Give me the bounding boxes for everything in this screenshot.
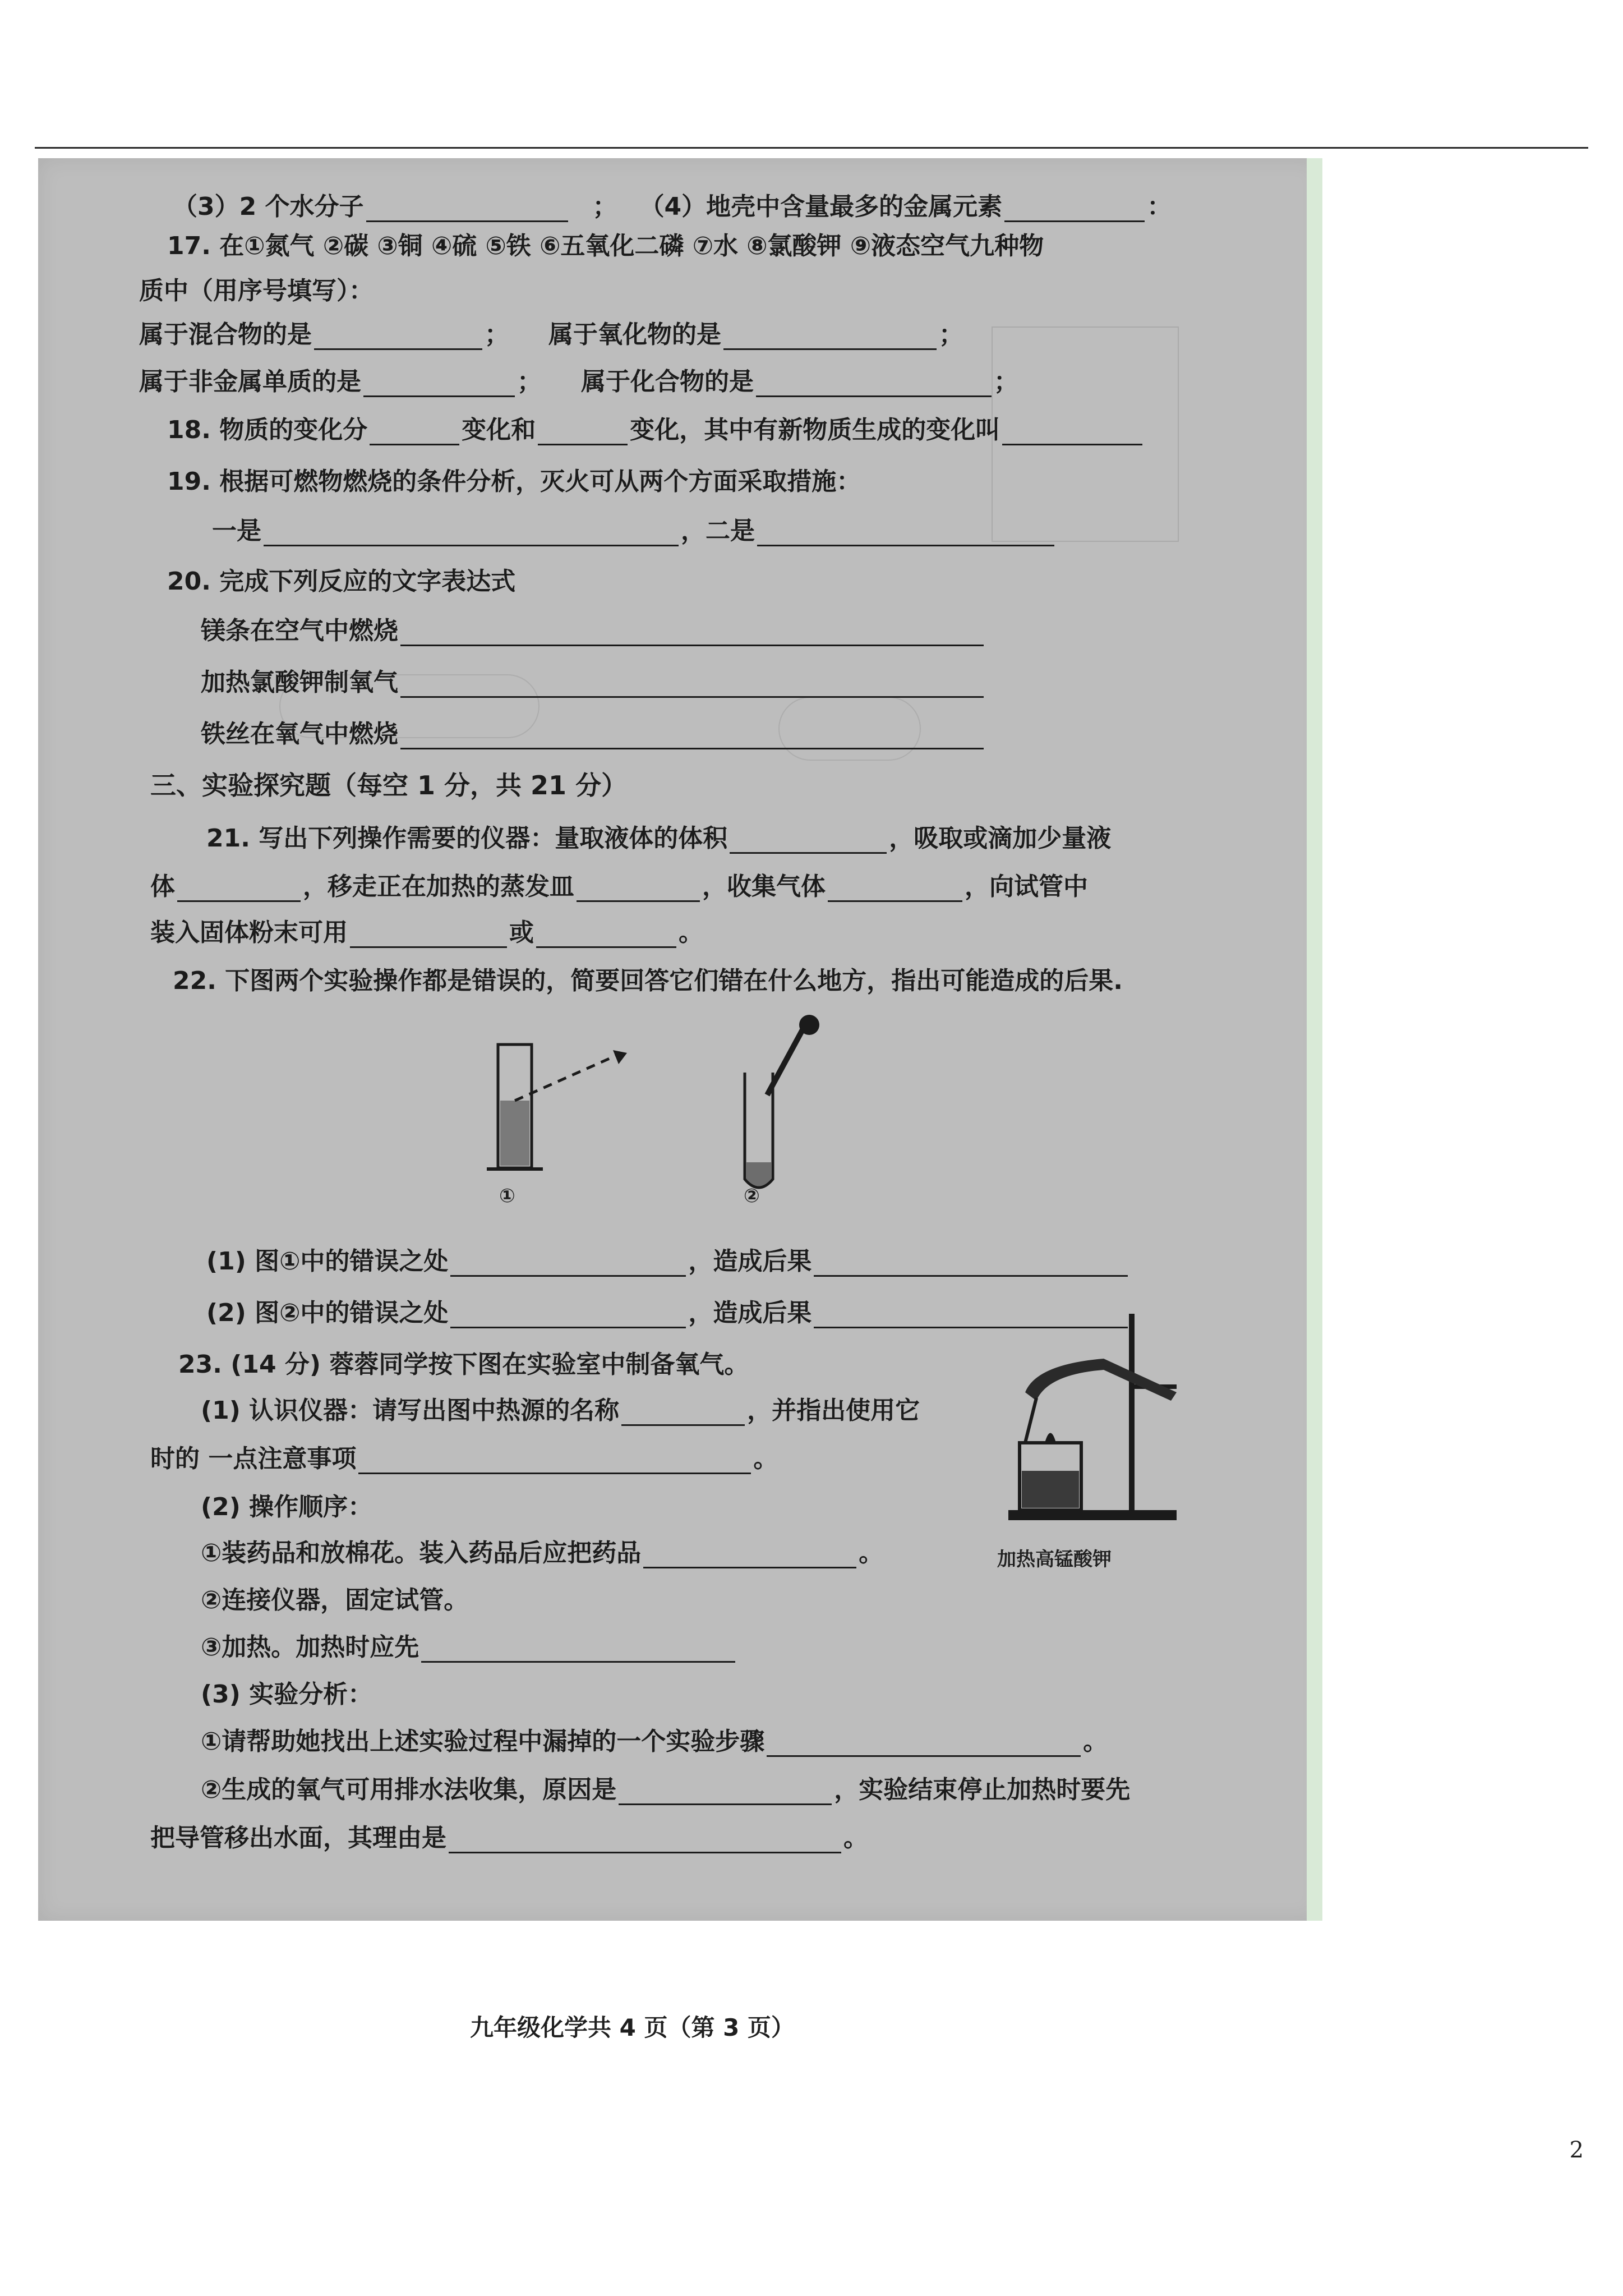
q16-continued-line: [173, 186, 1172, 222]
q23-part3-item1: [201, 1721, 1108, 1757]
q17-stem-line-2: [139, 270, 374, 306]
q20-reaction-label: 加热氯酸钾制氧气: [201, 668, 398, 697]
separator: ；: [994, 367, 1018, 396]
answer-blank[interactable]: [366, 195, 568, 222]
separator: ；: [592, 192, 617, 221]
q23-text: ①装药品和放棉花。装入药品后应把药品: [201, 1539, 642, 1567]
q21-text: ，向试管中: [965, 872, 1088, 901]
eye-marker: [613, 1050, 627, 1064]
q21-line-3: [150, 912, 703, 948]
answer-blank[interactable]: [400, 670, 984, 698]
q21-line-2: [150, 866, 1088, 902]
section-title: 三、实验探究题（每空 1 分，共 21 分）: [150, 770, 628, 800]
separator: ；: [485, 320, 509, 349]
q17-row-2: [139, 361, 1018, 397]
q20-reaction-label: 镁条在空气中燃烧: [201, 616, 398, 645]
separator: ：: [1147, 192, 1172, 221]
q23-stem-line: [178, 1344, 749, 1380]
q23-subheading: (2) 操作顺序：: [201, 1493, 373, 1521]
answer-blank[interactable]: [314, 323, 482, 350]
q23-text: 时的 一点注意事项: [150, 1444, 357, 1473]
answer-blank[interactable]: [400, 619, 984, 646]
q19-answer-line: [212, 510, 1057, 546]
lamp-fuel: [1022, 1471, 1079, 1508]
scan-edge-strip: [1307, 158, 1322, 1921]
q22-stem-line: [173, 960, 1123, 996]
q21-text: 装入固体粉末可用: [150, 918, 348, 947]
oxygen-apparatus-figure: [992, 1303, 1238, 1538]
q20-stem-line: [167, 561, 515, 597]
answer-blank[interactable]: [723, 323, 937, 350]
q17-oxide-label: 属于氧化物的是: [548, 320, 721, 349]
answer-blank[interactable]: [643, 1541, 856, 1568]
q19-second-label: ，二是: [681, 517, 755, 545]
q18-text: 变化和: [462, 416, 536, 444]
q21-text: ，吸取或滴加少量液: [889, 824, 1112, 853]
answer-blank[interactable]: [621, 1398, 745, 1426]
q23-text: ③加热。加热时应先: [201, 1633, 419, 1662]
q23-text: 。: [843, 1824, 868, 1852]
q16-item4-text: （4）地壳中含量最多的金属元素: [639, 192, 1003, 221]
q22-consequence-label: ，造成后果: [688, 1299, 812, 1327]
delivery-tube: [1025, 1398, 1036, 1443]
q20-reaction-2: [201, 662, 986, 698]
sight-line: [515, 1056, 616, 1101]
answer-blank[interactable]: [756, 370, 992, 397]
figure-1-label: ①: [499, 1185, 515, 1207]
answer-blank[interactable]: [1002, 418, 1142, 445]
q23-text: ②生成的氧气可用排水法收集，原因是: [201, 1775, 617, 1804]
test-tube-liquid: [746, 1162, 771, 1186]
answer-blank[interactable]: [1004, 195, 1145, 222]
q23-text: ①请帮助她找出上述实验过程中漏掉的一个实验步骤: [201, 1727, 765, 1756]
q21-text: ，收集气体: [702, 872, 826, 901]
answer-blank[interactable]: [450, 1249, 686, 1277]
answer-blank[interactable]: [177, 875, 301, 902]
q20-reaction-3: [201, 714, 986, 749]
dropper-testtube-figure: [706, 1011, 851, 1213]
q18-text: 变化，其中有新物质生成的变化叫: [630, 416, 1000, 444]
q23-text: 。: [1083, 1727, 1108, 1756]
separator: ；: [517, 367, 542, 396]
answer-blank[interactable]: [619, 1778, 832, 1805]
q23-part1-line2: [150, 1438, 778, 1474]
q17-compound-label: 属于化合物的是: [581, 367, 754, 396]
answer-blank[interactable]: [370, 418, 459, 445]
q23-text: (1) 认识仪器：请写出图中热源的名称: [201, 1396, 620, 1425]
apparatus-caption: 加热高锰酸钾: [997, 1548, 1112, 1571]
answer-blank[interactable]: [814, 1249, 1128, 1277]
answer-blank[interactable]: [577, 875, 700, 902]
q21-text: 或: [509, 918, 534, 947]
q19-first-label: 一是: [212, 517, 261, 545]
q22-stem: 22. 下图两个实验操作都是错误的，简要回答它们错在什么地方，指出可能造成的后果.: [173, 967, 1123, 995]
answer-blank[interactable]: [450, 1301, 686, 1328]
q18-text: 18. 物质的变化分: [167, 416, 368, 444]
answer-blank[interactable]: [449, 1826, 841, 1853]
q23-text: ，并指出使用它: [747, 1396, 920, 1425]
figure-2-label: ②: [744, 1185, 760, 1207]
separator: ；: [939, 320, 963, 349]
dropper-bulb: [799, 1015, 819, 1035]
q23-part3-heading: [201, 1674, 372, 1710]
q21-text: 体: [150, 872, 175, 901]
q23-part3-item3: [150, 1818, 868, 1853]
q21-text: 21. 写出下列操作需要的仪器：量取液体的体积: [206, 824, 728, 853]
q23-stem: 23. (14 分) 蓉蓉同学按下图在实验室中制备氧气。: [178, 1350, 749, 1379]
q21-text: 。: [679, 918, 703, 947]
q23-subheading: (3) 实验分析：: [201, 1680, 373, 1709]
section-3-heading: [150, 765, 627, 802]
answer-blank[interactable]: [400, 722, 984, 749]
q23-part2-step1: [201, 1533, 883, 1568]
header-rule: [35, 147, 1588, 149]
page-number: 2: [1569, 2137, 1584, 2163]
q22-question-text: (1) 图①中的错误之处: [206, 1247, 449, 1276]
flame: [1045, 1433, 1056, 1443]
q21-text: ，移走正在加热的蒸发皿: [303, 872, 574, 901]
answer-blank[interactable]: [828, 875, 962, 902]
q17-mixture-label: 属于混合物的是: [139, 320, 312, 349]
q23-part2-step3: [201, 1627, 737, 1663]
q23-text: ，实验结束停止加热时要先: [834, 1775, 1131, 1804]
answer-blank[interactable]: [358, 1447, 751, 1474]
q23-text: ②连接仪器，固定试管。: [201, 1586, 469, 1614]
answer-blank[interactable]: [536, 921, 676, 948]
q17-nonmetal-label: 属于非金属单质的是: [139, 367, 361, 396]
q19-stem-line: [167, 461, 861, 497]
q18-line: [167, 409, 1145, 445]
q21-line-1: [206, 818, 1111, 854]
q20-reaction-1: [201, 610, 986, 646]
q23-part1-line1: [201, 1390, 920, 1426]
q23-text: 。: [859, 1539, 884, 1567]
q17-row-1: [139, 314, 963, 350]
q17-instruction: 质中（用序号填写）：: [139, 277, 374, 305]
measuring-cylinder-figure: [476, 1022, 734, 1207]
q16-item3-text: （3）2 个水分子: [173, 192, 364, 221]
q22-consequence-label: ，造成后果: [688, 1247, 812, 1276]
page-footer: 九年级化学共 4 页（第 3 页）: [470, 2014, 795, 2041]
answer-blank[interactable]: [363, 370, 515, 397]
q23-part2-heading: [201, 1487, 372, 1522]
q23-part3-item2: [201, 1769, 1130, 1805]
answer-blank[interactable]: [421, 1635, 735, 1663]
answer-blank[interactable]: [757, 519, 1054, 546]
q23-text: 。: [753, 1444, 778, 1473]
q20-stem: 20. 完成下列反应的文字表达式: [167, 567, 516, 596]
answer-blank[interactable]: [350, 921, 507, 948]
q22-answer-1: [206, 1241, 1130, 1277]
q20-reaction-label: 铁丝在氧气中燃烧: [201, 720, 398, 748]
cylinder-liquid: [500, 1101, 529, 1166]
q23-part2-step2: [201, 1580, 468, 1616]
answer-blank[interactable]: [264, 519, 679, 546]
answer-blank[interactable]: [767, 1729, 1081, 1757]
answer-blank[interactable]: [730, 826, 887, 854]
answer-blank[interactable]: [538, 418, 628, 445]
q23-text: 把导管移出水面，其理由是: [150, 1824, 446, 1852]
scanned-exam-page: [38, 158, 1321, 2041]
q19-stem: 19. 根据可燃物燃烧的条件分析，灭火可从两个方面采取措施：: [167, 467, 861, 496]
test-tube-tilted: [1025, 1359, 1177, 1401]
q22-question-text: (2) 图②中的错误之处: [206, 1299, 449, 1327]
q17-stem: 17. 在①氮气 ②碳 ③铜 ④硫 ⑤铁 ⑥五氧化二磷 ⑦水 ⑧氯酸钾 ⑨液态空气九种物: [167, 232, 1044, 260]
q17-stem-line-1: [167, 226, 1044, 261]
